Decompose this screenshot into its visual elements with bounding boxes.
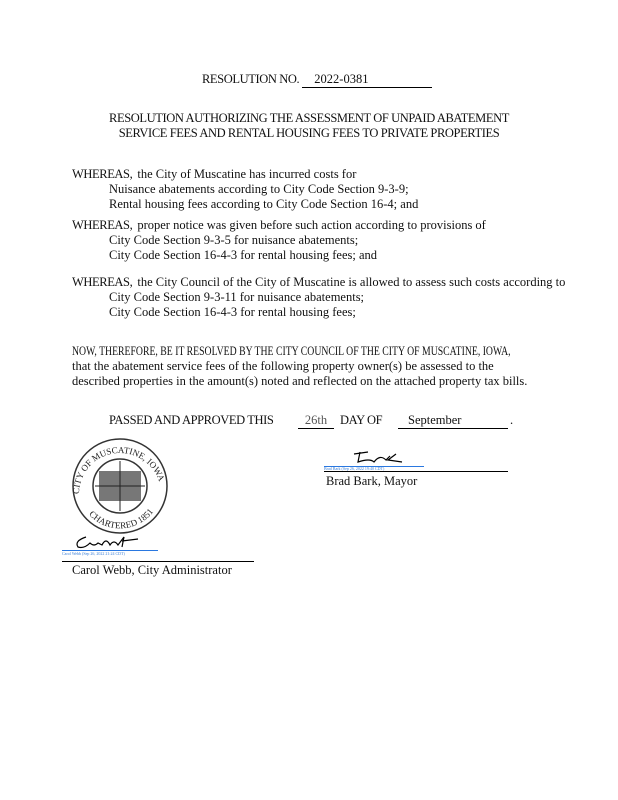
whereas-first-row xyxy=(72,167,356,182)
whereas-line: City Code Section 9-3-11 for nuisance abatements; xyxy=(109,290,365,304)
resolve-line-3: described properties in the amount(s) noted and reflected on the attached property tax bills. xyxy=(72,374,528,388)
whereas-first-line: the City Council of the City of Muscatine is allowed to assess such costs according to xyxy=(137,275,566,289)
whereas-line: Nuisance abatements according to City Code Section 9-3-9; xyxy=(109,182,409,196)
city-seal xyxy=(70,436,170,536)
whereas-lead: WHEREAS, xyxy=(72,218,133,232)
administrator-signature-line xyxy=(62,544,158,551)
title-line-1: RESOLUTION AUTHORIZING THE ASSESSMENT OF UNPAID ABATEMENT xyxy=(109,111,509,125)
resolve-line-1: NOW, THEREFORE, BE IT RESOLVED BY THE CITY COUNCIL OF THE CITY OF MUSCATINE, IOWA, xyxy=(72,344,511,358)
passed-month: September xyxy=(398,413,508,429)
whereas-first-line: the City of Muscatine has incurred costs for xyxy=(137,167,357,181)
passed-day: 26th xyxy=(298,413,334,429)
passed-label: PASSED AND APPROVED THIS xyxy=(109,413,274,427)
resolution-number: 2022-0381 xyxy=(302,72,432,88)
administrator-rule xyxy=(62,560,254,562)
whereas-line: Rental housing fees according to City Code Section 16-4; and xyxy=(109,197,419,211)
title-line-2: SERVICE FEES AND RENTAL HOUSING FEES TO PRIVATE PROPERTIES xyxy=(118,126,500,140)
mayor-rule xyxy=(324,470,508,472)
administrator-name: Carol Webb, City Administrator xyxy=(72,563,232,577)
whereas-first-line: proper notice was given before such action according to provisions of xyxy=(137,218,486,232)
whereas-first-row xyxy=(72,275,565,290)
mayor-signature-meta: Brad Bark (Sep 26, 2022 19:40 CDT) xyxy=(324,466,385,471)
seal-bottom-text: CHARTERED 1851 xyxy=(87,506,156,531)
whereas-line: City Code Section 16-4-3 for rental housing fees; and xyxy=(109,248,377,262)
whereas-line: City Code Section 9-3-5 for nuisance abatements; xyxy=(109,233,359,247)
mayor-name: Brad Bark, Mayor xyxy=(326,474,418,488)
resolution-label: RESOLUTION NO. xyxy=(202,72,300,86)
day-of-label: DAY OF xyxy=(340,413,383,427)
whereas-lead: WHEREAS, xyxy=(72,275,133,289)
resolve-line-1-wrap xyxy=(72,344,618,359)
resolution-number-line xyxy=(202,72,432,88)
seal-top-text: CITY OF MUSCATINE, IOWA xyxy=(70,444,167,495)
resolve-line-2: that the abatement service fees of the following property owner(s) be assessed to the xyxy=(72,359,494,373)
whereas-line: City Code Section 16-4-3 for rental housing fees; xyxy=(109,305,356,319)
period: . xyxy=(510,413,514,427)
whereas-lead: WHEREAS, xyxy=(72,167,133,181)
whereas-first-row xyxy=(72,218,486,233)
administrator-signature-meta: Carol Webb (Sep 26, 2022 21:24 CDT) xyxy=(62,551,125,556)
